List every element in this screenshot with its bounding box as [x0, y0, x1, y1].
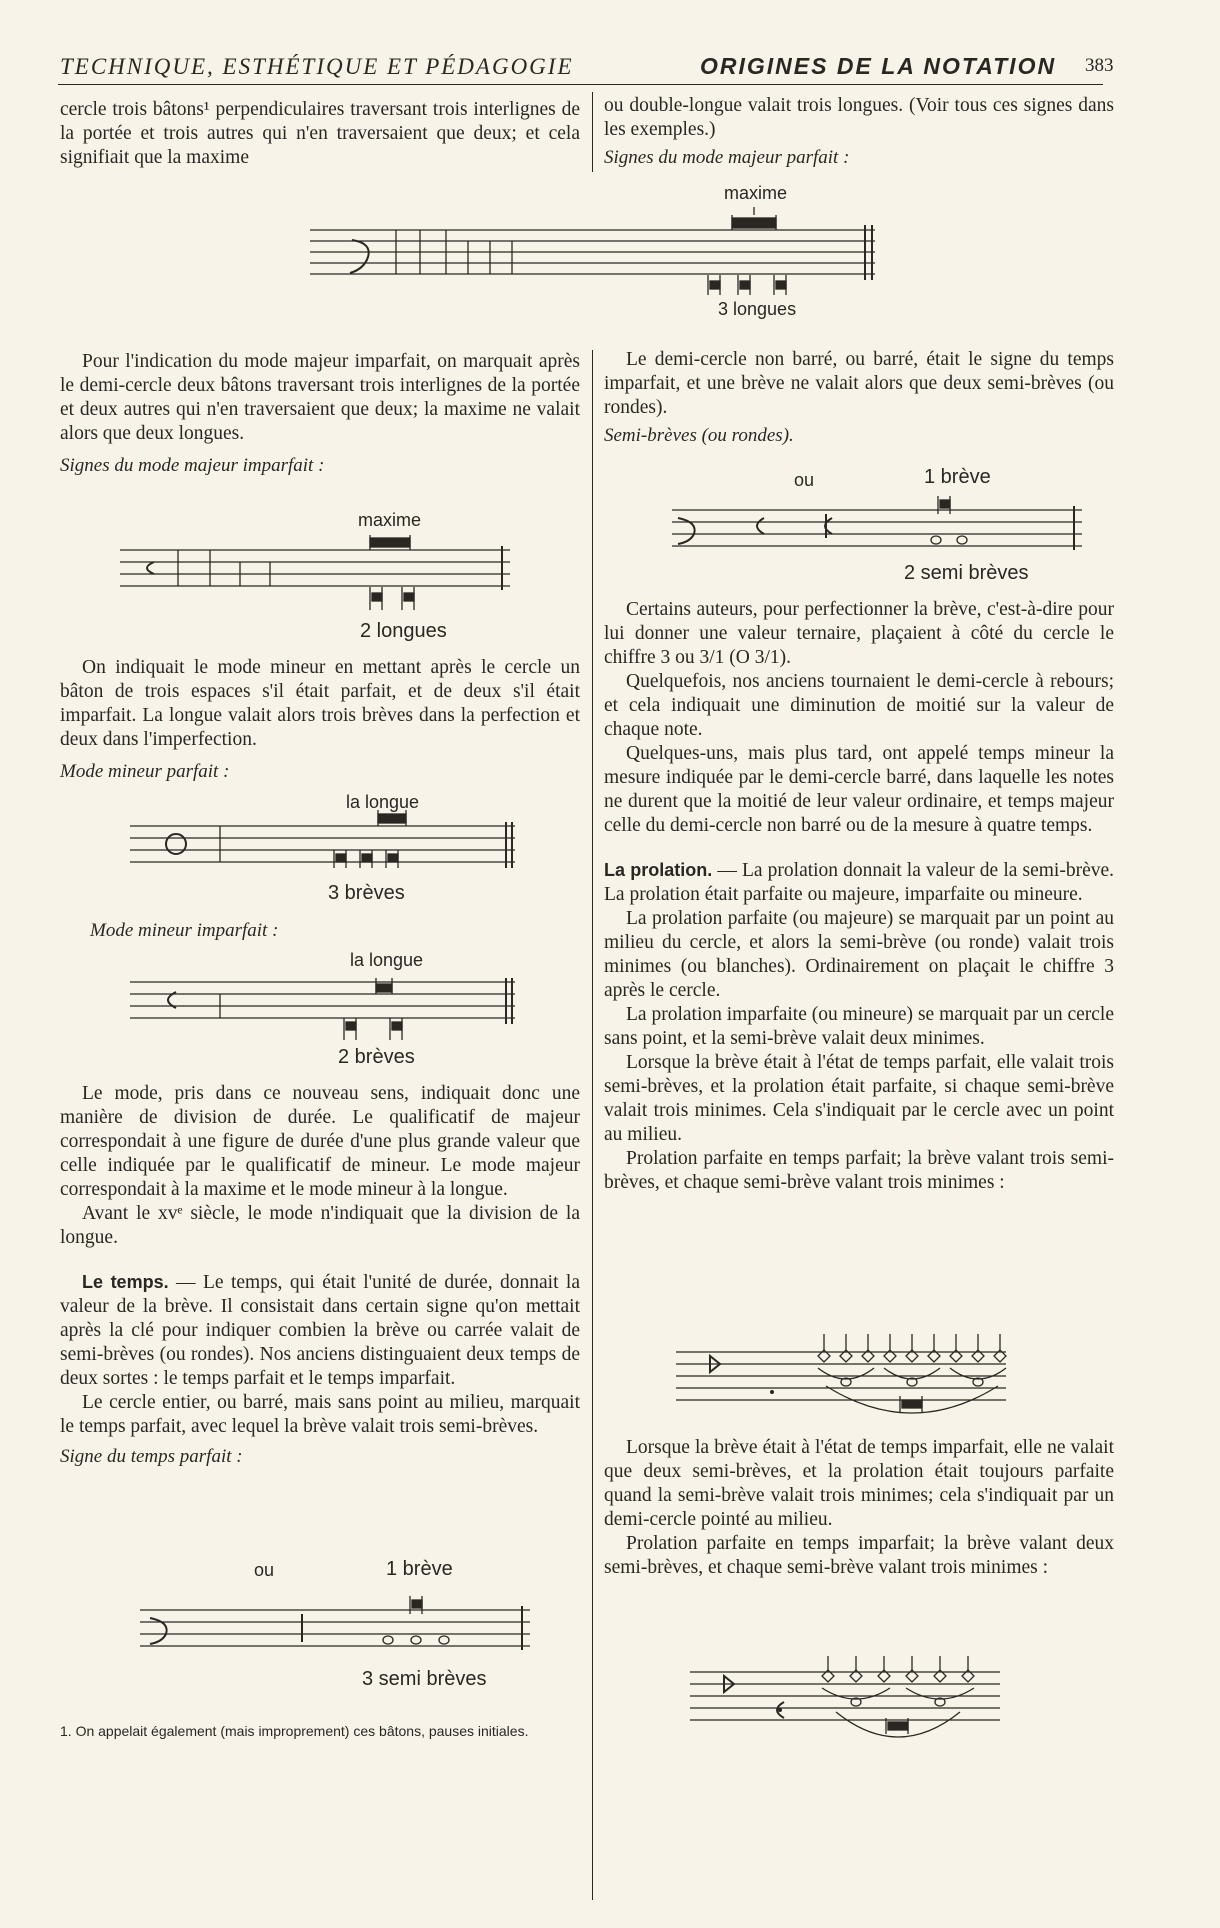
left-column-mineur: On indiquait le mode mineur en mettant après le cercle un bâton de trois espaces s'il était parfait, et de deux s'il était imparfait. La longue valait alors trois brèves dans la perfection et deux dans l'imperfection. Mode mineur parfait :: [60, 657, 580, 782]
left-intro: cercle trois bâtons¹ perpendiculaires traversant trois interlignes de la portée et trois autres qui n'en traversaient que deux; et cela signifiait que la maxime: [60, 99, 580, 168]
label-la-longue: la longue: [346, 792, 420, 812]
temps-title: Le temps.: [82, 1272, 169, 1292]
label-maxime: maxime: [724, 183, 788, 203]
left-column-mode: Le mode, pris dans ce nouveau sens, indiquait donc une manière de division de durée. Le qualificatif de majeur correspondait à une figure de durée d'une plus grande valeur que celle indiquée par le qualificatif de mineur. Le mode majeur correspondait à la maxime et le mode mineur à la longue. Avant le xvᵉ siècle, le mode n'indiquait que la division de la longue. Le temps. — Le temps, qui était l'unité de durée, donnait la valeur de la brève. Il consistait dans certain signe qu'on mettait après la clé pour indiquer combien la brève ou carrée valait de semi-brèves (ou rondes). Nos anciens distinguaient deux temps de deux sortes : le temps parfait et le temps imparfait. Le cercle entier, ou barré, mais sans point au milieu, marquait le temps parfait, avec lequel la brève valait trois semi-brèves. Signe du temps parfait :: [60, 1083, 580, 1467]
label-2-longues: 2 longues: [360, 620, 447, 642]
label-1-breve-2: 1 brève: [924, 466, 991, 488]
footnote: 1. On appelait également (mais improprement) ces bâtons, pauses initiales.: [60, 1723, 529, 1739]
right-column-prolation: Certains auteurs, pour perfectionner la brève, c'est-à-dire pour lui donner une valeur ternaire, plaçaient à côté du cercle le chiffre 3 ou 3/1 (O 3/1). Quelquefois, nos anciens tournaient le demi-cercle à rebours; et cela indiquait une diminution de moitié sur la valeur de chaque note. Quelques-uns, mais plus tard, ont appelé temps mineur la mesure indiquée par le demi-cercle barré, dans laquelle les notes ne durent que la moitié de leur valeur ordinaire, et temps majeur celle du demi-cercle non barré ou de la mesure à quatre temps. La prolation. — La prolation donnait la valeur de la semi-brève. La prolation était parfaite ou majeure, imparfaite ou mineure. La prolation parfaite (ou majeure) se marquait par un point au milieu du cercle, et alors la semi-brève (ou ronde) valait trois minimes (ou blanches). Ordinairement on plaçait le chiffre 3 après le cercle. La prolation imparfaite (ou mineure) se marquait par un cercle sans point, et la semi-brève valait deux minimes. Lorsque la brève était à l'état de temps parfait, elle valait trois semi-brèves, et la prolation était parfaite, si chaque semi-brève valait trois minimes. Cela s'indiquait par le cercle avec un point au milieu. Prolation parfaite en temps parfait; la brève valant trois semi-brèves, et chaque semi-brève valant trois minimes :: [604, 599, 1115, 1193]
label-3-longues: 3 longues: [718, 299, 797, 319]
running-header-right: ORIGINES DE LA NOTATION: [700, 53, 1057, 79]
right-column-prolation-2: Lorsque la brève était à l'état de temps imparfait, elle ne valait que deux semi-brèves, et la prolation était toujours parfaite quand la semi-brève valait trois minimes; cela s'indiquait par un demi-cercle pointé au milieu. Prolation parfaite en temps imparfait; la brève valant deux semi-brèves, et chaque semi-brève valant trois minimes :: [604, 1437, 1114, 1578]
label-3-semi-breves: 3 semi brèves: [362, 1668, 487, 1690]
music-example-mode-majeur-imparfait: [120, 510, 520, 642]
music-example-mineur-imparfait: [130, 948, 530, 1073]
label-ou-2: ou: [794, 470, 815, 490]
running-header-left: TECHNIQUE, ESTHÉTIQUE ET PÉDAGOGIE: [60, 54, 574, 79]
caption-mineur-imparfait: Mode mineur imparfait :: [90, 920, 279, 941]
column-divider-top: [592, 92, 593, 172]
music-example-mineur-parfait: [130, 792, 530, 907]
music-example-mode-majeur-parfait: [300, 185, 900, 330]
prolation-title: La prolation.: [604, 860, 713, 880]
left-column-body: Pour l'indication du mode majeur imparfait, on marquait après le demi-cercle deux bâtons traversant trois interlignes de la portée et deux autres qui n'en traversaient que deux; la maxime ne valait alors que deux longues. Signes du mode majeur imparfait :: [60, 351, 580, 476]
label-ou: ou: [254, 1560, 275, 1580]
column-divider: [592, 350, 593, 1900]
label-3-breves: 3 brèves: [328, 882, 405, 904]
label-2-semi-breves: 2 semi brèves: [904, 562, 1029, 584]
page-number: 383: [1085, 55, 1114, 76]
music-example-prolation-temps-imparfait: [690, 1652, 1010, 1777]
right-intro: ou double-longue valait trois longues. (Voir tous ces signes dans les exemples.) Signes du mode majeur parfait :: [604, 95, 1114, 168]
label-2-breves: 2 brèves: [338, 1046, 415, 1068]
header-rule: [58, 84, 1103, 85]
label-maxime-2: maxime: [358, 510, 422, 530]
music-example-prolation-temps-parfait: [676, 1330, 1016, 1445]
right-column-body: Le demi-cercle non barré, ou barré, était le signe du temps imparfait, et une brève ne valait alors que deux semi-brèves (ou rondes). Semi-brèves (ou rondes).: [604, 349, 1114, 446]
music-example-semi-breves: [672, 466, 1092, 585]
music-example-temps-parfait: [140, 1558, 540, 1690]
label-1-breve: 1 brève: [386, 1558, 453, 1580]
label-la-longue-2: la longue: [350, 950, 424, 970]
